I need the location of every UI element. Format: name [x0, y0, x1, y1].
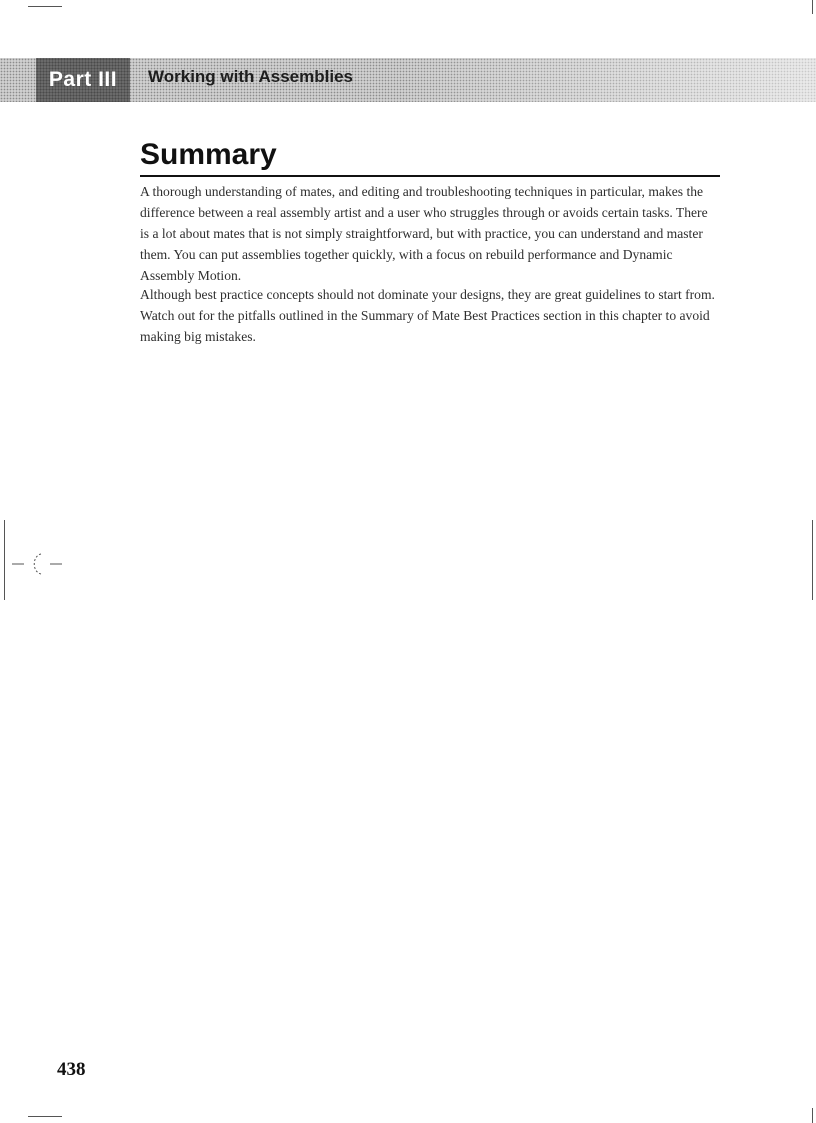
crop-mark-left-middle — [4, 520, 5, 600]
heading-rule — [140, 175, 720, 177]
crop-mark-bottom-right — [812, 1108, 813, 1123]
section-heading: Summary — [140, 138, 277, 171]
crop-mark-top-left — [28, 6, 62, 7]
header-banner-fade — [400, 58, 816, 102]
crop-mark-right-middle — [812, 520, 813, 600]
registration-mark-icon — [8, 548, 68, 578]
part-title: Working with Assemblies — [148, 67, 353, 86]
paragraph-2: Although best practice concepts should not dominate your designs, they are great guidelines to start from. Watch out for the pitfalls outlined in the Summary of Mate Best Practices section in this chapter to avoid making big mistakes. — [140, 287, 715, 344]
page-number: 438 — [57, 1059, 86, 1080]
part-label: Part III — [48, 68, 118, 91]
paragraph-1: A thorough understanding of mates, and editing and troubleshooting techniques in particular, makes the difference between a real assembly artist and a user who struggles through or avoids certain tasks. There is a lot about mates that is not simply straightforward, but with practice, you can understand and master them. You can put assemblies together quickly, with a focus on rebuild performance and Dynamic Assembly Motion. — [140, 184, 708, 283]
crop-mark-bottom-left — [28, 1116, 62, 1117]
crop-mark-top-right — [812, 0, 813, 14]
part-tab — [36, 58, 130, 102]
